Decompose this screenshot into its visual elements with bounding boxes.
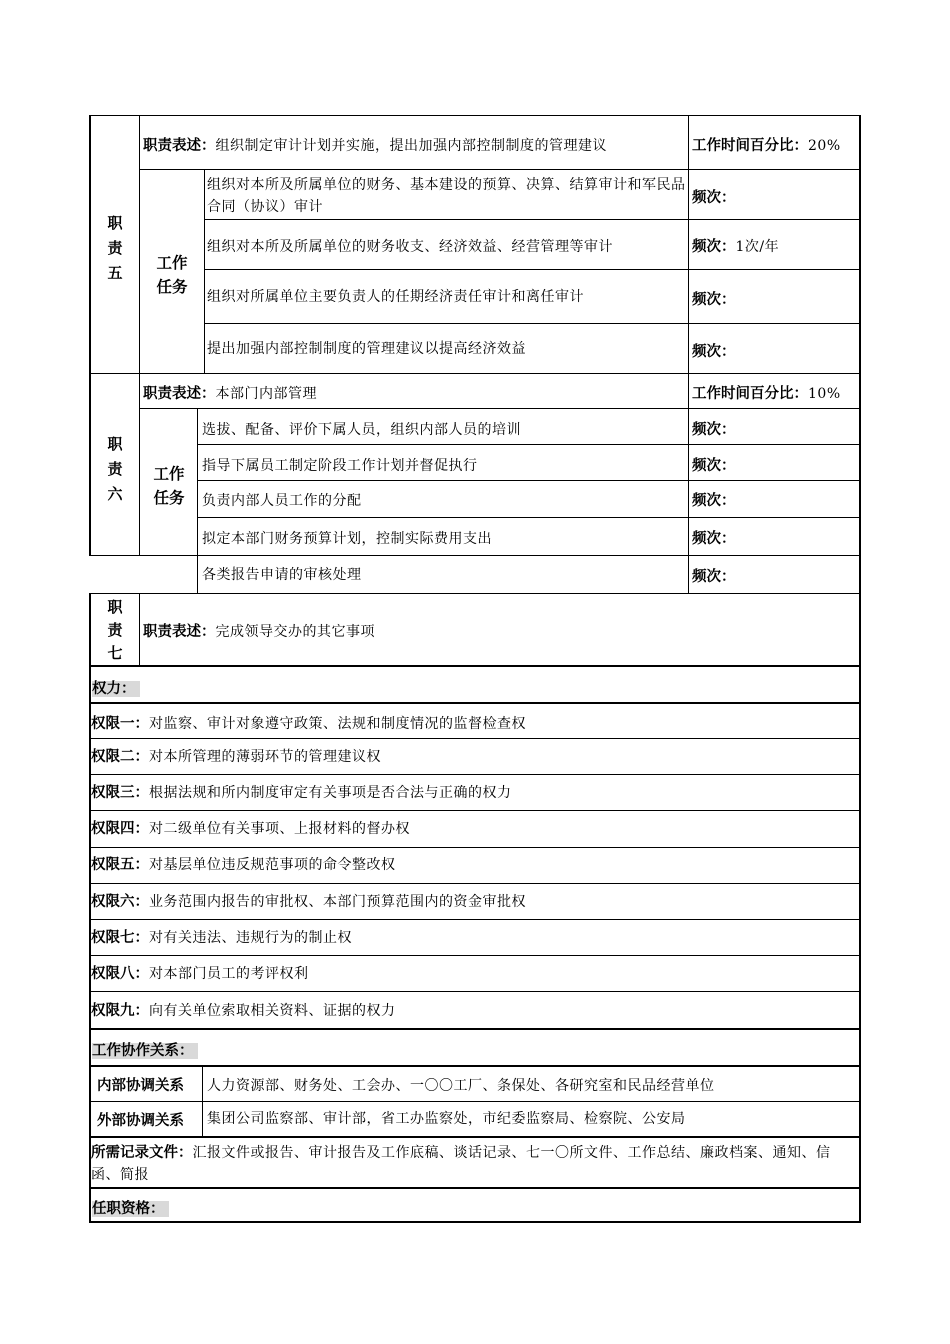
duty-five-task-4-frequency: 频次： — [692, 344, 736, 360]
duty-five-task-3: 组织对所属单位主要负责人的任期经济责任审计和离任审计 — [207, 289, 584, 305]
duty-six-label: 职 责 六 — [107, 435, 123, 503]
duty-five-task-2: 组织对本所及所属单位的财务收支、经济效益、经营管理等审计 — [207, 239, 613, 255]
duty-six-tasks-label: 工作 任务 — [153, 465, 185, 507]
duty-five-task-1: 组织对本所及所属单位的财务、基本建设的预算、决算、结算审计和军民品合同（协议）审计 — [207, 177, 686, 215]
power-item: 权限六：业务范围内报告的审批权、本部门预算范围内的资金审批权 — [91, 894, 526, 910]
power-item: 权限八：对本部门员工的考评权利 — [91, 966, 309, 982]
duty-six-task-4: 拟定本部门财务预算计划，控制实际费用支出 — [202, 531, 492, 547]
relations-heading: 工作协作关系： — [92, 1040, 198, 1062]
duty-six-task-2: 指导下属员工制定阶段工作计划并督促执行 — [202, 458, 478, 474]
external-relations-value: 集团公司监察部、审计部，省工办监察处，市纪委监察局、检察院、公安局 — [207, 1111, 686, 1127]
internal-relations-label: 内部协调关系 — [97, 1078, 184, 1094]
power-item: 权限五：对基层单位违反规范事项的命令整改权 — [91, 857, 396, 873]
power-item: 权限一：对监察、审计对象遵守政策、法规和制度情况的监督检查权 — [91, 716, 526, 732]
duty-six-time-percent: 工作时间百分比：10% — [692, 386, 841, 402]
external-relations-label: 外部协调关系 — [97, 1113, 184, 1129]
qualification-heading: 任职资格： — [92, 1198, 169, 1220]
duty-five-tasks-label: 工作 任务 — [156, 254, 188, 296]
power-item: 权限四：对二级单位有关事项、上报材料的督办权 — [91, 821, 410, 837]
duty-five-task-1-frequency: 频次： — [692, 190, 736, 206]
duty-six-task-3-frequency: 频次： — [692, 493, 736, 509]
duty-seven-description: 职责表述：完成领导交办的其它事项 — [143, 624, 375, 640]
power-item: 权限七：对有关违法、违规行为的制止权 — [91, 930, 352, 946]
duty-six-task-1: 选拔、配备、评价下属人员，组织内部人员的培训 — [202, 422, 521, 438]
powers-heading: 权力： — [92, 678, 140, 700]
duty-six-task-3: 负责内部人员工作的分配 — [202, 493, 362, 509]
power-item: 权限二：对本所管理的薄弱环节的管理建议权 — [91, 749, 381, 765]
internal-relations-value: 人力资源部、财务处、工会办、一〇〇工厂、条保处、各研究室和民品经营单位 — [207, 1078, 715, 1094]
required-records: 所需记录文件：汇报文件或报告、审计报告及工作底稿、谈话记录、七一〇所文件、工作总结、廉政档案、通知、信函、简报 — [91, 1145, 831, 1183]
power-item: 权限三：根据法规和所内制度审定有关事项是否合法与正确的权力 — [91, 785, 512, 801]
duty-seven-label: 职 责 七 — [107, 598, 123, 662]
duty-six-task-5-frequency: 频次： — [692, 569, 736, 585]
duty-six-task-2-frequency: 频次： — [692, 458, 736, 474]
duty-six-task-1-frequency: 频次： — [692, 422, 736, 438]
duty-five-task-2-frequency: 频次：1次/年 — [692, 239, 780, 255]
duty-five-description: 职责表述：组织制定审计计划并实施，提出加强内部控制制度的管理建议 — [143, 138, 607, 154]
duty-six-description: 职责表述：本部门内部管理 — [143, 386, 317, 402]
duty-five-task-3-frequency: 频次： — [692, 292, 736, 308]
power-item: 权限九：向有关单位索取相关资料、证据的权力 — [91, 1003, 396, 1019]
duty-six-task-5: 各类报告申请的审核处理 — [202, 567, 362, 583]
duty-five-task-4: 提出加强内部控制制度的管理建议以提高经济效益 — [207, 341, 526, 357]
duty-five-label: 职 责 五 — [107, 214, 123, 282]
duty-six-task-4-frequency: 频次： — [692, 531, 736, 547]
duty-five-time-percent: 工作时间百分比：20% — [692, 138, 841, 154]
